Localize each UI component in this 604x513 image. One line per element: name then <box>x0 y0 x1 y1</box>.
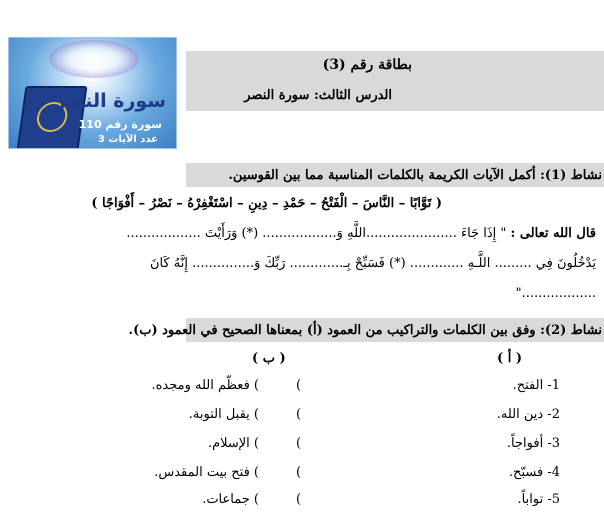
column-a-item: 1- الفتح. <box>512 378 560 393</box>
verse-intro: قال الله تعالى : <box>510 226 596 241</box>
image-verse-count: عدد الآيات 3 <box>97 134 158 145</box>
answer-bracket: ( <box>296 436 302 451</box>
image-surah-number: سورة رقم 110 <box>78 118 162 131</box>
glow-decoration <box>49 40 139 78</box>
column-a-item: 3- أفواجاً. <box>506 436 560 451</box>
column-a-item: 4- فسبّح. <box>508 465 560 480</box>
column-b-item: ) فعظّم الله ومجده. <box>151 378 259 393</box>
surah-image <box>8 37 177 149</box>
lesson-title: الدرس الثالث: سورة النصر <box>244 88 392 103</box>
verse-line-3: .................." <box>515 286 596 301</box>
verse-line-1 <box>126 226 596 241</box>
column-a-header: ( أ ) <box>497 351 522 366</box>
answer-bracket: ( <box>296 407 302 422</box>
card-title: بطاقة رقم (3) <box>322 57 412 73</box>
column-b-item: ) جماعات. <box>202 492 259 507</box>
column-b-item: ) الإسلام. <box>207 436 259 451</box>
answer-bracket: ( <box>296 492 302 507</box>
word-bank: ( تَوَّابًا – النَّاسَ – الْفَتْحُ – حَمْدِ – دِينِ – اسْتَغْفِرْهُ – نَصْرُ – أَفْوَاجًا ) <box>91 196 442 211</box>
column-b-item: ) يقبل التوبة. <box>188 407 259 422</box>
column-a-item: 2- دين الله. <box>496 407 560 422</box>
column-b-item: ) فتح بيت المقدس. <box>154 465 259 480</box>
answer-bracket: ( <box>296 378 302 393</box>
column-a-item: 5- تواباً. <box>517 492 560 507</box>
answer-bracket: ( <box>296 465 302 480</box>
column-b-header: ( ب ) <box>252 351 286 366</box>
activity2-title: نشاط (2): وفق بين الكلمات والتراكيب من العمود (أ) بمعناها الصحيح في العمود (ب). <box>128 323 602 338</box>
image-surah-name: سورة النصر <box>54 90 166 112</box>
verse-text-1: " إِذَا جَاءَ ......................اللَّهِ وَ.................. (*) وَرَأَيْتَ .................. <box>126 226 507 241</box>
activity1-title: نشاط (1): أكمل الآيات الكريمة بالكلمات المناسبة مما بين القوسين. <box>228 168 602 183</box>
verse-line-2: يَدْخُلُونَ فِي ......... اللَّـهِ ............. (*) فَسَبِّحْ بِـ............. رَبِّكَ وَ............... إِنَّهُ كَانَ <box>149 256 596 271</box>
